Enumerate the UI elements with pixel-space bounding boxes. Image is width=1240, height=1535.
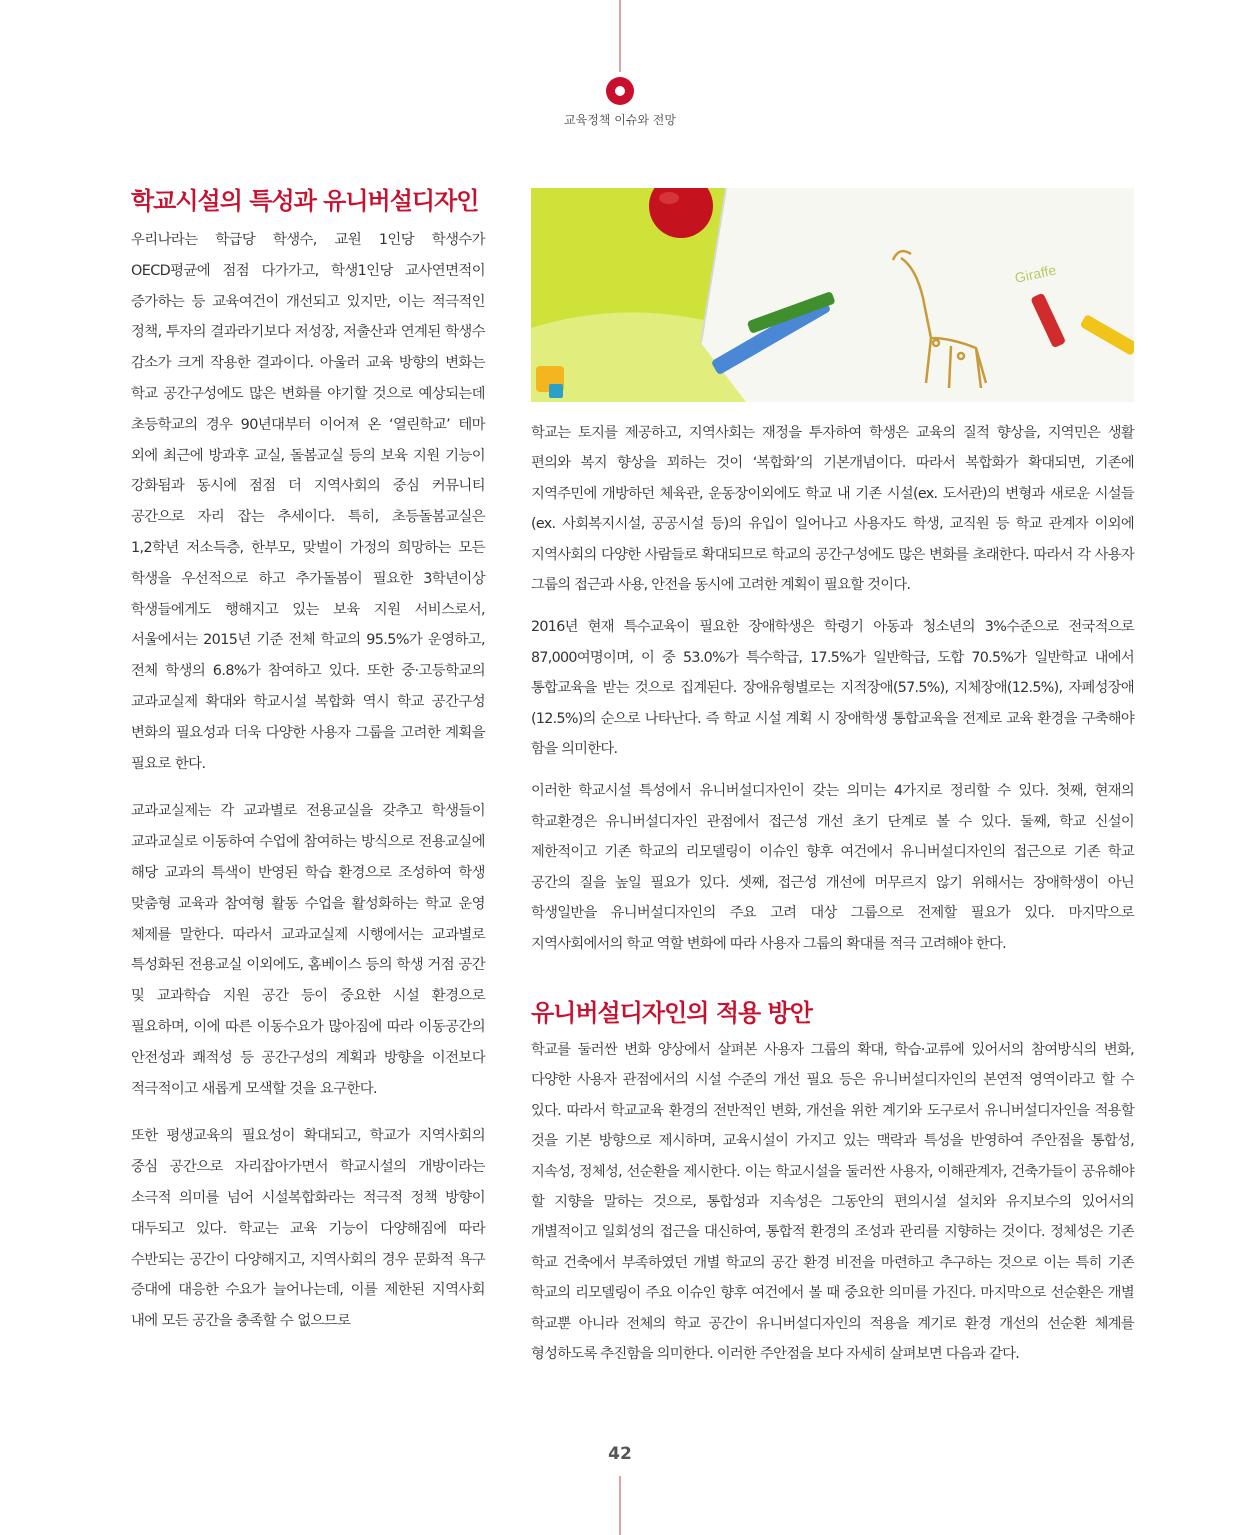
right-column <box>531 188 1134 1381</box>
body-paragraph: 또한 평생교육의 필요성이 확대되고, 학교가 지역사회의 중심 공간으로 자리잡아가면서 학교시설의 개방이라는 소극적 의미를 넘어 시설복합화라는 적극적 정책 방향이 대두되고 있다. 학교는 교육 기능이 다양해짐에 따라 수반되는 공간이 다양해지고, 지역사회의 경우 문화적 욕구 증대에 대응한 수요가 늘어나는데, 이를 제한된 지역사회 내에 모든 공간을 충족할 수 없으므로 <box>131 1128 485 1330</box>
classroom-photo <box>531 188 1134 402</box>
drawing-paper-icon <box>701 188 1134 402</box>
body-paragraph: 학교를 둘러싼 변화 양상에서 살펴본 사용자 그룹의 확대, 학습·교류에 있어서의 참여방식의 변화, 다양한 사용자 관점에서의 시설 수준의 개선 필요 등은 유니버설디자인의 본연적 영역이라고 할 수 있다. 따라서 학교교육 환경의 전반적인 변화, 개선을 위한 계기와 도구로서 유니버설디자인을 적용할 것을 기본 방향으로 제시하며, 교육시설이 가지고 있는 맥락과 특성을 반영하여 주안점을 통합성, 지속성, 정체성, 선순환을 제시한다. 이는 학교시설을 둘러싼 사용자, 이해관계자, 건축가들이 공유해야 할 지향을 말하는 것으로, 통합성과 지속성은 그동안의 편의시설 설치와 유지보수의 있어서의 개별적이고 일회성의 접근을 대신하여, 통합적 환경의 조성과 관리를 지향하는 것이다. 정체성은 기존 학교 건축에서 부족하였던 개별 학교의 공간 환경 비전을 마련하고 추구하는 것으로 이는 특히 기존 학교의 리모델링이 주요 이슈인 향후 여건에서 볼 때 중요한 의미를 가진다. 마지막으로 선순환은 개별 학교뿐 아니라 전체의 학교 공간이 유니버설디자인의 적용을 계기로 환경 개선의 선순환 체계를 형성하도록 추진함을 의미한다. 이러한 주안점을 보다 자세히 살펴보면 다음과 같다. <box>531 1041 1134 1362</box>
section-label: 교육정책 이슈와 전망 <box>564 113 676 127</box>
paper-text: Giraffe <box>1013 261 1058 286</box>
body-paragraph: 우리나라는 학급당 학생수, 교원 1인당 학생수가 OECD평균에 점점 다가가고, 학생1인당 교사연면적이 증가하는 등 교육여건이 개선되고 있지만, 이는 적극적인 정책, 투자의 결과라기보다 저성장, 저출산과 연계된 학생수 감소가 크게 작용한 결과이다. 아울러 교육 방향의 변화는 학교 공간구성에도 많은 변화를 야기할 것으로 예상되는데 초등학교의 경우 90년대부터 이어져 온 ‘열린학교’ 테마 외에 최근에 방과후 교실, 돌봄교실 등의 보육 지원 기능이 강화됨과 동시에 점점 더 지역사회의 중심 커뮤니티 공간으로 자리 잡는 추세이다. 특히, 초등돌봄교실은 1,2학년 저소득층, 한부모, 맞벌이 가정의 희망하는 모든 학생을 우선적으로 하고 추가돌봄이 필요한 3학년이상 학생들에게도 행해지고 있는 보육 지원 서비스로서, 서울에서는 2015년 기준 전체 학교의 95.5%가 운영하고, 전체 학생의 6.8%가 참여하고 있다. 또한 중·고등학교의 교과교실제 확대와 학교시설 복합화 역시 학교 공간구성 변화의 필요성과 더욱 다양한 사용자 그룹을 고려한 계획을 필요로 한다. <box>131 232 485 772</box>
section-heading: 학교시설의 특성과 유니버설디자인 <box>131 187 479 215</box>
body-paragraph: 교과교실제는 각 교과별로 전용교실을 갖추고 학생들이 교과교실로 이동하여 수업에 참여하는 방식으로 전용교실에 해당 교과의 특색이 반영된 학습 환경으로 조성하여 학생 맞춤형 교육과 참여형 활동 수업을 활성화하는 학교 운영 체제를 말한다. 따라서 교과교실제 시행에서는 교과별로 특성화된 전용교실 이외에도, 홈베이스 등의 학생 거점 공간 및 교과학습 지원 공간 등이 중요한 시설 환경으로 필요하며, 이에 따른 이동수요가 많아짐에 따라 이동공간의 안전성과 쾌적성 등 공간구성의 계획과 방향을 이전보다 적극적이고 새롭게 모색할 것을 요구한다. <box>131 803 485 1097</box>
section-heading: 유니버설디자인의 적용 방안 <box>531 998 812 1027</box>
body-paragraph: 이러한 학교시설 특성에서 유니버설디자인이 갖는 의미는 4가지로 정리할 수 있다. 첫째, 현재의 학교환경은 유니버설디자인 관점에서 접근성 개선 초기 단계로 볼 수 있다. 둘째, 학교 신설이 제한적이고 기존 학교의 리모델링이 이슈인 향후 여건에서 유니버설디자인의 접근으로 기존 학교 공간의 질을 높일 필요가 있다. 셋째, 접근성 개선에 머무르지 않기 위해서는 장애학생이 아닌 학생일반을 유니버설디자인의 주요 고려 대상 그룹으로 전제할 필요가 있다. 마지막으로 지역사회에서의 학교 역할 변화에 따라 사용자 그룹의 확대를 적극 고려해야 한다. <box>531 783 1134 952</box>
body-paragraph: 학교는 토지를 제공하고, 지역사회는 재정을 투자하여 학생은 교육의 질적 향상을, 지역민은 생활 편의와 복지 향상을 꾀하는 것이 ‘복합화’의 기본개념이다. 따라서 복합화가 확대되면, 기존에 지역주민에 개방하던 체육관, 운동장이외에도 학교 내 기존 시설(ex. 도서관)의 변형과 새로운 시설들(ex. 사회복지시설, 공공시설 등)의 유입이 일어나고 사용자도 학생, 교직원 등 학교 관계자 이외에 지역사회의 다양한 사람들로 확대되므로 학교의 공간구성에도 많은 변화를 초래한다. 따라서 각 사용자 그룹의 접근과 사용, 안전을 동시에 고려한 계획이 필요할 것이다. <box>531 425 1134 594</box>
left-column <box>131 183 485 1354</box>
page-number: 42 <box>608 1444 632 1464</box>
top-divider-line <box>619 0 621 72</box>
section-marker-icon <box>606 77 634 105</box>
photo-illustration <box>531 188 1134 402</box>
toy-block-icon <box>549 384 563 398</box>
bottom-divider-line <box>619 1476 621 1535</box>
body-paragraph: 2016년 현재 특수교육이 필요한 장애학생은 학령기 아동과 청소년의 3%수준으로 전국적으로 87,000여명이며, 이 중 53.0%가 특수학급, 17.5%가 일반학급, 도합 70.5%가 일반학교 내에서 통합교육을 받는 것으로 집계된다. 장애유형별로는 지적장애(57.5%), 지체장애(12.5%), 자폐성장애(12.5%)의 순으로 나타난다. 즉 학교 시설 계획 시 장애학생 통합교육을 전제로 교육 환경을 구축해야 함을 의미한다. <box>531 619 1134 758</box>
